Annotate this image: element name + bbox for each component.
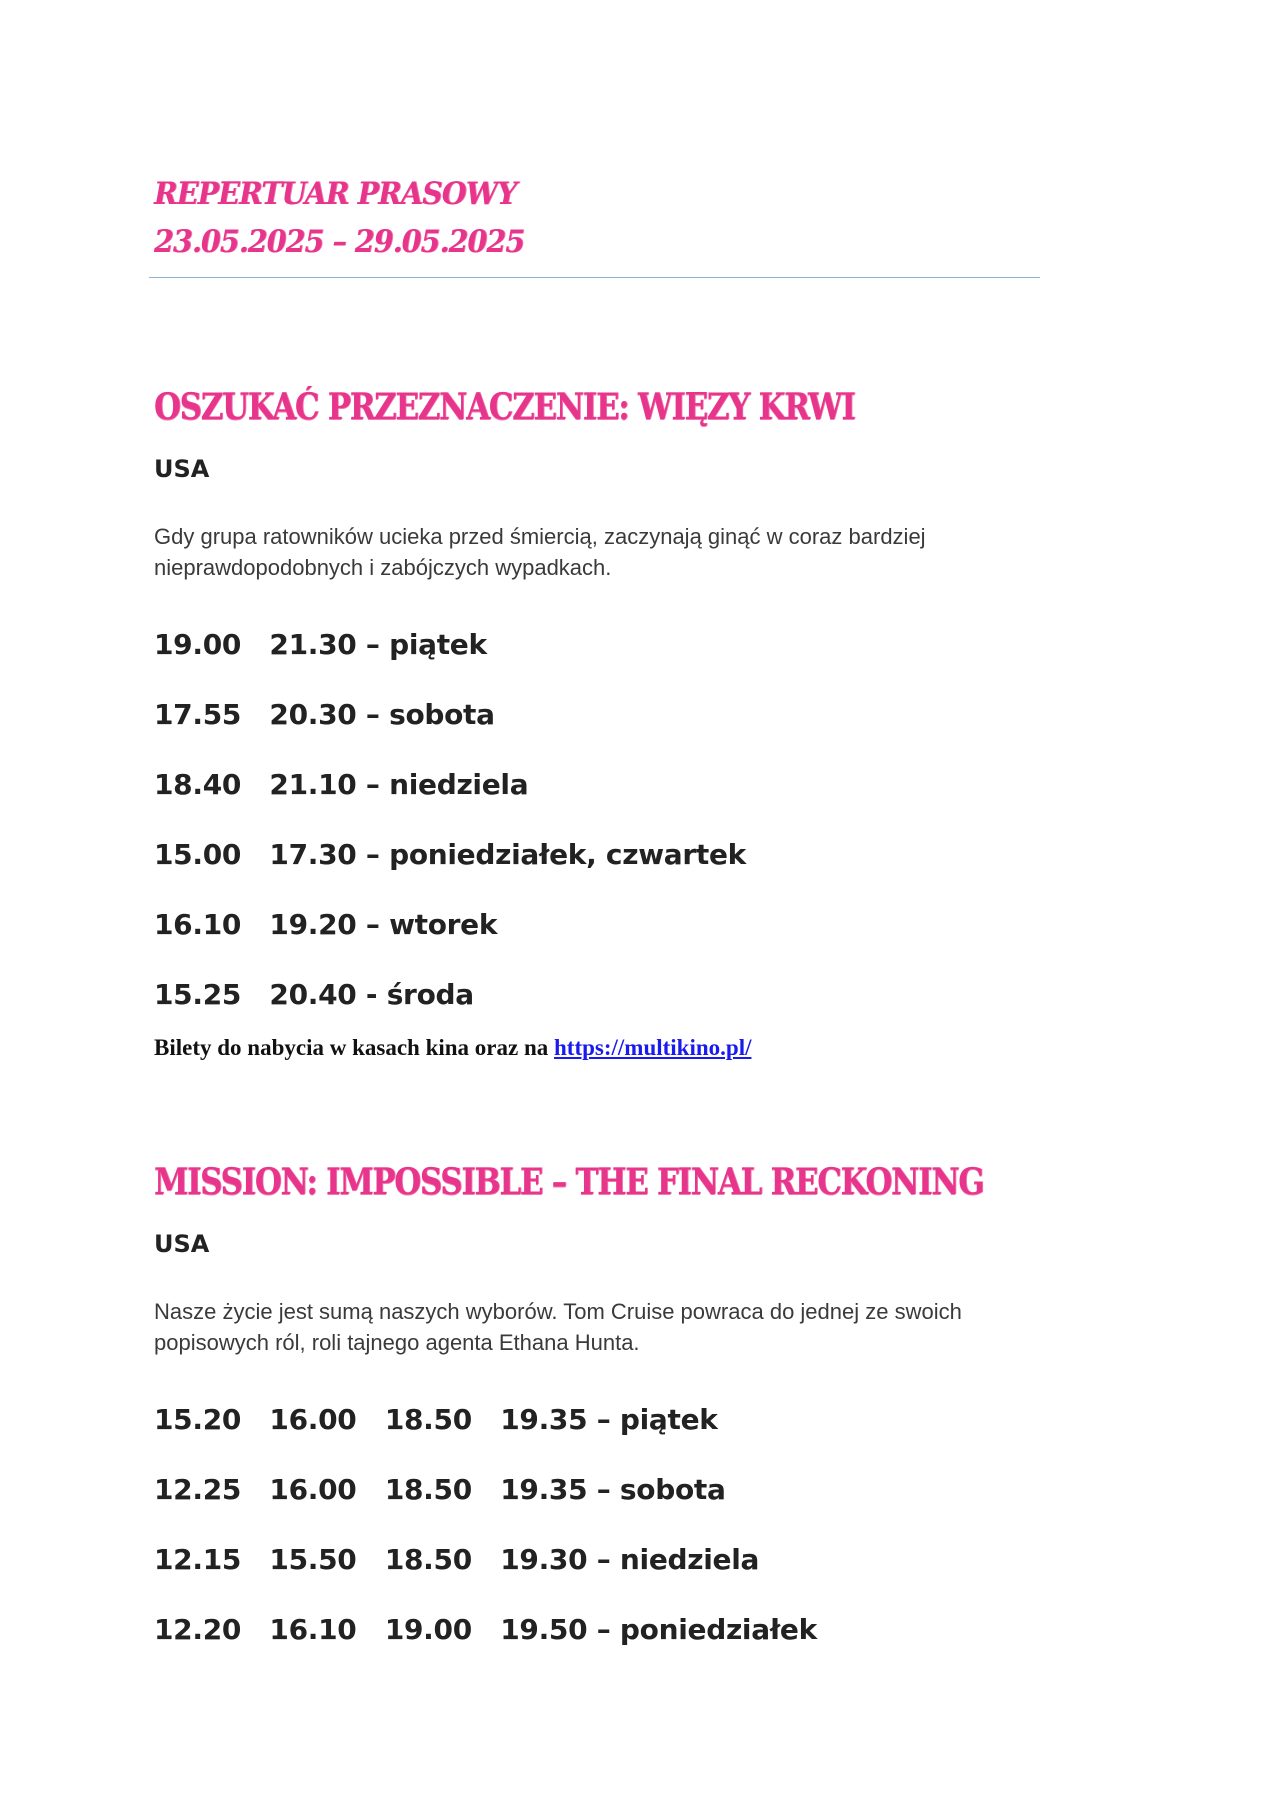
showtimes-list <box>154 1385 1040 1665</box>
showtime-row: 12.15 15.50 18.50 19.30 – niedziela <box>154 1543 760 1576</box>
showtime-row: 15.00 17.30 – poniedziałek, czwartek <box>154 838 746 871</box>
film-title: MISSION: IMPOSSIBLE – THE FINAL RECKONING <box>154 1161 984 1203</box>
film-title: OSZUKAĆ PRZEZNACZENIE: WIĘZY KRWI <box>154 386 855 428</box>
showtime-row: 16.10 19.20 – wtorek <box>154 908 498 941</box>
showtime-row: 19.00 21.30 – piątek <box>154 628 487 661</box>
showtime-row: 17.55 20.30 – sobota <box>154 698 495 731</box>
document-page <box>154 170 1040 1646</box>
showtime-row: 15.20 16.00 18.50 19.35 – piątek <box>154 1403 718 1436</box>
header-divider <box>149 277 1040 278</box>
header-title: REPERTUAR PRASOWY <box>154 176 517 212</box>
showtime-row: 12.20 16.10 19.00 19.50 – poniedziałek <box>154 1613 817 1646</box>
showtimes-list <box>154 610 1040 1030</box>
film-description: Gdy grupa ratowników ucieka przed śmiercią, zaczynają ginąć w coraz bardziej nieprawdopodobnych i zabójczych wypadkach. <box>154 524 926 580</box>
film-country: USA <box>154 1230 210 1258</box>
header <box>154 170 1040 266</box>
film-1 <box>154 385 1040 1060</box>
film-description: Nasze życie jest sumą naszych wyborów. Tom Cruise powraca do jednej ze swoich popisowych ról, roli tajnego agenta Ethana Hunta. <box>154 1299 962 1355</box>
showtime-row: 12.25 16.00 18.50 19.35 – sobota <box>154 1473 726 1506</box>
tickets-text: Bilety do nabycia w kasach kina oraz na <box>154 1035 554 1060</box>
tickets-link[interactable]: https://multikino.pl/ <box>554 1035 752 1060</box>
tickets-info <box>154 1035 751 1061</box>
film-2 <box>154 1160 1040 1646</box>
showtime-row: 15.25 20.40 - środa <box>154 978 474 1011</box>
showtime-row: 18.40 21.10 – niedziela <box>154 768 529 801</box>
film-country: USA <box>154 455 210 483</box>
header-date-range: 23.05.2025 – 29.05.2025 <box>154 224 525 260</box>
